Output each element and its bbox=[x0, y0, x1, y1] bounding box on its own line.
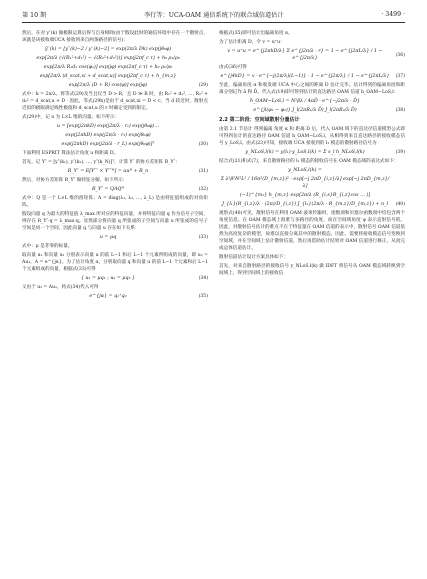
equation-number: (31) bbox=[198, 169, 208, 174]
equation-body: Σ λ²β²N²L² / 16π²(D_{m,z})² · exp[−j 2πD_{i,z}/λ] exp[−j 2πD_{m,z}/λ] bbox=[220, 177, 390, 189]
equation-body: ĥ_OAM−LoS,l = N²βλ / 4πD̂ · e^{−j2π/λ · D̂} bbox=[249, 99, 361, 104]
equation-number: (30) bbox=[198, 142, 208, 147]
equation bbox=[22, 73, 208, 80]
equation-number: (38) bbox=[395, 108, 405, 113]
equation-number: (34) bbox=[198, 276, 208, 281]
running-title: 李行等：UCA-OAM 通信系统下的联合域信道估计 bbox=[144, 11, 284, 19]
equation bbox=[22, 141, 208, 148]
issue-label: 第 10 期 bbox=[22, 11, 47, 19]
paragraph: 首先，对来自散射路径的接收信号 y_NLoS,l(k) 做 IDFT 将信号从 OAM 模态域转换到空间域上，得到空间域上的接收信 bbox=[219, 264, 405, 276]
running-header bbox=[22, 8, 405, 20]
equation bbox=[219, 167, 405, 174]
equation bbox=[22, 46, 208, 53]
equation bbox=[219, 176, 405, 190]
equation bbox=[22, 82, 208, 89]
equation-body: ŷ′′(k) = [y′′(k)−2 / y′′(k)−2] = exp(2π/λ Dk) exp(jθ₀φ) bbox=[44, 47, 172, 52]
equation bbox=[219, 48, 405, 62]
equation bbox=[219, 73, 405, 80]
equation bbox=[22, 123, 208, 130]
equation-body: { u₁ = μq₁ ; u₂ = μq₂ } bbox=[80, 276, 136, 281]
equation bbox=[22, 55, 208, 62]
paragraph: 由式(36)可得 bbox=[219, 65, 247, 70]
section-heading: 2.2 第二阶段：空间域散射分量估计 bbox=[219, 117, 300, 123]
paragraph: 散射信道估计设计方案具体如下： bbox=[219, 255, 288, 260]
equation-body: exp(j2πkD) exp(j2π/λ · r₂) exp(jθ₀φ) bbox=[65, 133, 151, 138]
paragraph: 假设向量 q 为最大的特征值 λ_max 所对应的特征向量，并将特征向量 q 作为信号子空间，则存在 R_Y″·q = λ_max·q。显然部分将向量 q 所张成的子空间与向量 u 所张成的信号子空间是同一个空间，因此向量 q 与向量 u 存在如下关系： bbox=[22, 212, 208, 231]
equation-body: y_NLoS,l(k) = y(l₁)·y_LoS,l(k) = Σ s_l h_NLoS,l(k) bbox=[245, 150, 365, 155]
paragraph: 为了估计距离 D，令 v = u⁺u： bbox=[219, 40, 285, 45]
equation-number: (32) bbox=[198, 187, 208, 192]
equation-body: exp(j2πkD) exp(j2π/λ · r_L) exp(jθ₀φ)]ᵀ bbox=[61, 142, 155, 147]
left-column bbox=[22, 30, 208, 302]
equation bbox=[219, 107, 405, 114]
equation-number: (39) bbox=[395, 150, 405, 155]
equation-body: exp[2π/λ (d_scat,xi + d_scat,u)] exp(j2πf_c τ) + h_{m,z} bbox=[39, 74, 177, 79]
equation-number: (40) bbox=[395, 202, 405, 207]
equation-body: u = [exp(j2πkD) exp(j2π/λ · r₁) exp(jθ₀φ)… bbox=[56, 124, 160, 129]
equation bbox=[22, 64, 208, 71]
paragraph: 取向量 u₁ 和向量 u₂ 分别表示向量 u 的前 L−1 和后 L−1 个元素所组成的向量，即 u₂ = Au₁，A = e^{jα}。为了估计角度 α，分别取向量 q 和向量 u 的前 L−1 个元素和后 L−1 个元素组成的向量，根据式(33)可得 bbox=[22, 253, 208, 272]
header-rule bbox=[22, 22, 405, 23]
paragraph: 至此，偏离角度 α 和收发端 UCA 中心之间的距离 D 估计完毕。估计得到的偏离角度和距离分别记作 â 和 D̂。代入式(19)即可得到估计的直达路径 OAM 信道 h_OAM−LoS,l： bbox=[219, 83, 405, 95]
paragraph: 式中：k = 2π/λ。将等式(29)及当且仅当 D > R，且 D ≫ R 时，由 R₁² + d₁², …, R₂² + d₂² = d_scat,u + D · 因此，等式(29b)是由于 d_scat,xi = D < c，当 d 较近时，散射点近似的极限满足线性极值和 d_scat,u 的 r 时确定受到的限定。 bbox=[22, 92, 208, 111]
equation bbox=[22, 293, 208, 300]
equation-body: e^{jl(φ₁ − φ₂)} J_l(2πR₁/λ D̂) J_l(2πR₂/λ D̂) bbox=[253, 108, 357, 113]
paragraph: 首先，记 Y″ = [y″(k₁), y″(k₂), …, y″(k_N)]ᵀ，计算 Y″ 的协方差矩阵 R_Y″： bbox=[22, 160, 180, 165]
equation-body: J_{l₁}(R_{i,z}/λ · (2π)/D_{i,z}) J_{l₂}(2π/λ · R_{m,z}/D_{m,z}) + n_l bbox=[221, 202, 388, 207]
equation-body: (−1)^{m₁} h_{m,z} exp[2π/λ (R_{i,s}R_{i,z}cos … )] bbox=[239, 193, 371, 198]
equation-body: v = u⁺u = e^{j2πkD/λ} Σ e^{j2π/λ · r} = 1 − e^{j2πL/λ} / 1 − e^{j2π/λ} bbox=[227, 49, 383, 61]
equation-body: e^{jα} = q₁⁺q₂ bbox=[89, 294, 127, 299]
equation-body: exp[2π/λ R₁d₁ cos(φ₁)] exp(jφ) exp(2πf_c τ) + h₀ ρ₁/ρ₀ bbox=[43, 65, 173, 70]
equation-number: (33) bbox=[198, 235, 208, 240]
equation-number: (36) bbox=[395, 52, 405, 58]
equation-body: u = μq bbox=[99, 235, 117, 240]
paragraph: 然后，对协方差矩阵 R_Y″ 做特征分解，如下所示： bbox=[22, 178, 128, 183]
paragraph: 结合式(21)和式(7)，来自散射路径的 l₁ 模态的接收信号在 OAM 模态域的表达式如下： bbox=[219, 159, 399, 164]
paragraph: 式(29)中，记 u 为 L×L 维的向量。如下所示： bbox=[22, 115, 120, 120]
paragraph: 又由于 u₂ = Au₁，将式(34)代入可得 bbox=[22, 285, 99, 290]
equation-body: e^{j4kD} = v · e^{−j(2π/λ)(L−1)} · 1 − e^{j2π/λ} / 1 − e^{j2πL/λ} bbox=[220, 74, 390, 79]
equation bbox=[22, 132, 208, 139]
equation-body: exp[2π/λ (D + R) cos(φ)] exp(jφ) bbox=[68, 83, 148, 88]
equation-body: R_Y″ = E[Y″″ × Y″″ᴴ] = uuᴴ + R_n bbox=[67, 169, 149, 174]
equation-number: (37) bbox=[395, 74, 405, 79]
equation bbox=[219, 192, 405, 199]
equation-number: (29) bbox=[198, 83, 208, 88]
paragraph: 观察式(40)可见，散射信号在利用 OAM 波束传输时，指数项和贝塞尔函数项中均包含两个角度信息。在 OAM 模态域上很难与多路径的角度，而在空间域角度 ψ 表示直射信号的。因此，对散射信号估计的难点不在于特征量在 OAM 信道的表示中，散射信号 OAM 信道依然为高度复杂的模型，故难以直接分离其中的散射模态。因此，需要将接收模态信号变换到空间域，并在空间域上估计散射信道，然后再借助估计结果对 OAM 信道进行修正，从而完成总体信道估计。 bbox=[219, 211, 405, 251]
equation bbox=[219, 201, 405, 208]
equation bbox=[22, 275, 208, 282]
equation bbox=[219, 98, 405, 105]
paragraph: 根据式(35)即可估计出偏离角度 α。 bbox=[219, 31, 293, 36]
equation bbox=[22, 168, 208, 175]
equation-number: (35) bbox=[198, 294, 208, 299]
equation-body: R_Y″ = QΛQᴴ bbox=[91, 187, 124, 192]
paragraph: 然后，在对 y″(k) 做极限运算后得与自身相除(由于假设此时的通信环境中存在一个散射点，该就是该接收端UCA 接收到来自两条路径的信号)： bbox=[22, 31, 208, 43]
paragraph: 由第 2.1 节估计 得到偏离 角度 α 和 距离 D 后，代入 OAM 域下的直达径信道模型公式即可得到估计的直达路径 OAM 信道 h_OAM−LoS,l，从相得到来自直达路径的接收模态信号 y_LoS,l。由式(23)可知，接收端 UCA 接收到的 l₁ 模态的散射路径信号为 bbox=[219, 127, 405, 146]
equation bbox=[22, 186, 208, 193]
equation-body: exp[2π/λ (√(R₁²+d₁²) − √(R₂²+d₂²))] exp(j2πf_c τ) + h₀ ρ₁/ρ₀ bbox=[36, 56, 180, 61]
equation-body: y_NLoS,l(k) = bbox=[288, 168, 322, 173]
paragraph: 式中：Q 是一个 L×L 维的酉矩阵；Λ = diag(λ₁, λ₂, …, λ_L) 是由特征值组成的对角矩阵。 bbox=[22, 196, 208, 208]
equation bbox=[22, 234, 208, 241]
page-number: · 3499 · bbox=[381, 10, 405, 18]
right-column bbox=[219, 30, 405, 279]
paragraph: 下面利用 ESPRIT 算法估计角度 u 和距离 D。 bbox=[22, 151, 119, 156]
equation bbox=[219, 149, 405, 156]
paragraph: 式中：μ 是非零的标量。 bbox=[22, 244, 73, 249]
